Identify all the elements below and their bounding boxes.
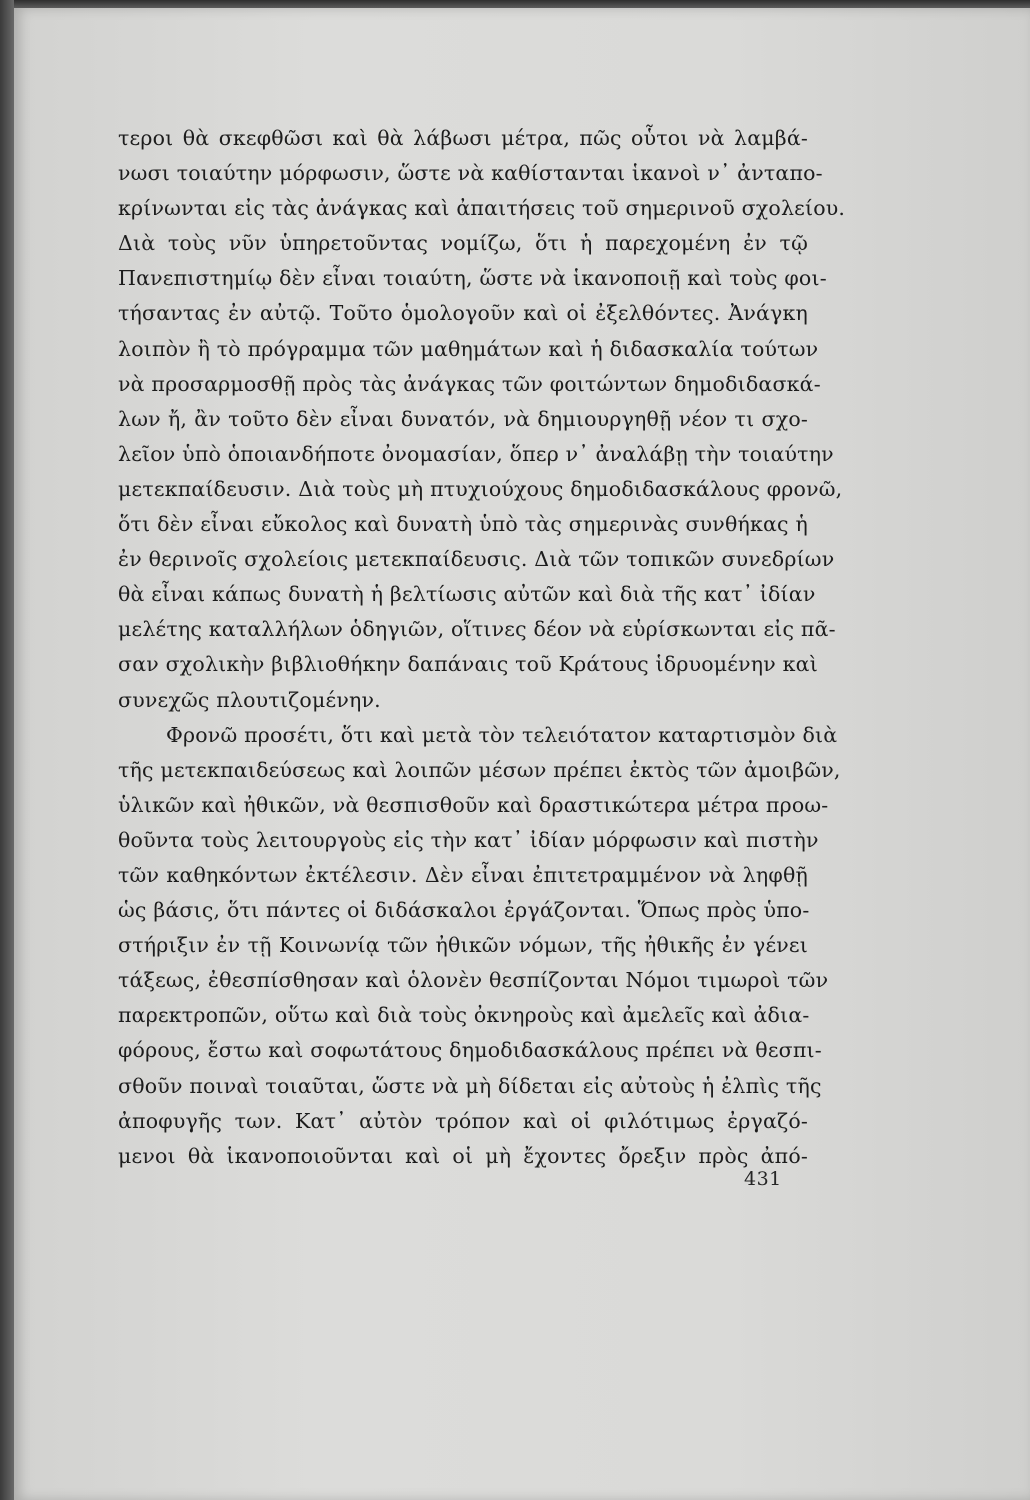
- text-line: λεῖον ὑπὸ ὁποιανδήποτε ὀνομασίαν, ὅπερ ν᾿ ἀναλάβῃ τὴν τοιαύτην: [118, 441, 834, 466]
- text-line: τῆς μετεκπαιδεύσεως καὶ λοιπῶν μέσων πρέπει ἐκτὸς τῶν ἀμοιβῶν,: [118, 757, 841, 782]
- scan-edge-left: [0, 0, 14, 1500]
- text-line: θοῦντα τοὺς λειτουργοὺς εἰς τὴν κατ᾿ ἰδίαν μόρφωσιν καὶ πιστὴν: [118, 827, 819, 852]
- text-line: τάξεως, ἐθεσπίσθησαν καὶ ὁλονὲν θεσπίζονται Νόμοι τιμωροὶ τῶν: [118, 968, 829, 993]
- text-line: θὰ εἶναι κάπως δυνατὴ ἡ βελτίωσις αὐτῶν καὶ διὰ τῆς κατ᾿ ἰδίαν: [118, 582, 816, 607]
- text-line: τῶν καθηκόντων ἐκτέλεσιν. Δὲν εἶναι ἐπιτετραμμένον νὰ ληφθῇ: [118, 862, 808, 887]
- text-line: Φρονῶ προσέτι, ὅτι καὶ μετὰ τὸν τελειότατον καταρτισμὸν διὰ: [166, 722, 838, 747]
- text-line: μενοι θὰ ἱκανοποιοῦνται καὶ οἱ μὴ ἔχοντες ὄρεξιν πρὸς ἀπό-: [118, 1143, 808, 1168]
- text-line: ἀποφυγῆς των. Κατ᾿ αὐτὸν τρόπον καὶ οἱ φιλότιμως ἐργαζό-: [118, 1108, 808, 1133]
- text-line: λων ἤ, ἂν τοῦτο δὲν εἶναι δυνατόν, νὰ δημιουργηθῇ νέον τι σχο-: [118, 406, 808, 431]
- text-line: τήσαντας ἐν αὐτῷ. Τοῦτο ὁμολογοῦν καὶ οἱ ἐξελθόντες. Ἀνάγκη: [118, 301, 808, 326]
- text-line: Πανεπιστημίῳ δὲν εἶναι τοιαύτη, ὥστε νὰ ἱκανοποιῇ καὶ τοὺς φοι-: [118, 266, 827, 291]
- paragraph-2: [118, 718, 841, 1174]
- text-line: σθοῦν ποιναὶ τοιαῦται, ὥστε νὰ μὴ δίδεται εἰς αὐτοὺς ἡ ἐλπὶς τῆς: [118, 1073, 822, 1098]
- text-line: λοιπὸν ἢ τὸ πρόγραμμα τῶν μαθημάτων καὶ ἡ διδασκαλία τούτων: [118, 336, 819, 361]
- text-line: τεροι θὰ σκεφθῶσι καὶ θὰ λάβωσι μέτρα, πῶς οὗτοι νὰ λαμβά-: [118, 126, 808, 150]
- text-line: νὰ προσαρμοσθῇ πρὸς τὰς ἀνάγκας τῶν φοιτώντων δημοδιδασκά-: [118, 371, 821, 396]
- text-line: νωσι τοιαύτην μόρφωσιν, ὥστε νὰ καθίστανται ἱκανοὶ ν᾿ ἀνταπο-: [118, 161, 823, 186]
- scan-edge-top: [0, 0, 1030, 8]
- text-line: μελέτης καταλλήλων ὁδηγιῶν, οἵτινες δέον νὰ εὑρίσκωνται εἰς πᾶ-: [118, 617, 836, 642]
- text-line: παρεκτροπῶν, οὕτω καὶ διὰ τοὺς ὀκνηροὺς καὶ ἀμελεῖς καὶ ἀδια-: [118, 1003, 810, 1028]
- text-line: Διὰ τοὺς νῦν ὑπηρετοῦντας νομίζω, ὅτι ἡ παρεχομένη ἐν τῷ: [118, 231, 808, 256]
- page-number: 431: [744, 1168, 782, 1190]
- text-line: ὅτι δὲν εἶναι εὔκολος καὶ δυνατὴ ὑπὸ τὰς σημερινὰς συνθήκας ἡ: [118, 512, 808, 537]
- text-line: συνεχῶς πλουτιζομένην.: [118, 687, 381, 712]
- book-page: [14, 8, 1030, 1500]
- text-line: φόρους, ἔστω καὶ σοφωτάτους δημοδιδασκάλους πρέπει νὰ θεσπι-: [118, 1038, 822, 1063]
- text-line: ὑλικῶν καὶ ἠθικῶν, νὰ θεσπισθοῦν καὶ δραστικώτερα μέτρα προω-: [118, 792, 829, 817]
- paragraph-1: [118, 121, 846, 718]
- text-line: ἐν θερινοῖς σχολείοις μετεκπαίδευσις. Διὰ τῶν τοπικῶν συνεδρίων: [118, 547, 835, 572]
- body-text: [118, 121, 846, 1174]
- text-line: μετεκπαίδευσιν. Διὰ τοὺς μὴ πτυχιούχους δημοδιδασκάλους φρονῶ,: [118, 476, 843, 501]
- text-line: ὡς βάσις, ὅτι πάντες οἱ διδάσκαλοι ἐργάζονται. Ὅπως πρὸς ὑπο-: [118, 898, 810, 923]
- text-line: κρίνωνται εἰς τὰς ἀνάγκας καὶ ἀπαιτήσεις τοῦ σημερινοῦ σχολείου.: [118, 196, 846, 221]
- text-line: σαν σχολικὴν βιβλιοθήκην δαπάναις τοῦ Κράτους ἱδρυομένην καὶ: [118, 652, 818, 677]
- text-line: στήριξιν ἐν τῇ Κοινωνίᾳ τῶν ἠθικῶν νόμων, τῆς ἠθικῆς ἐν γένει: [118, 933, 808, 958]
